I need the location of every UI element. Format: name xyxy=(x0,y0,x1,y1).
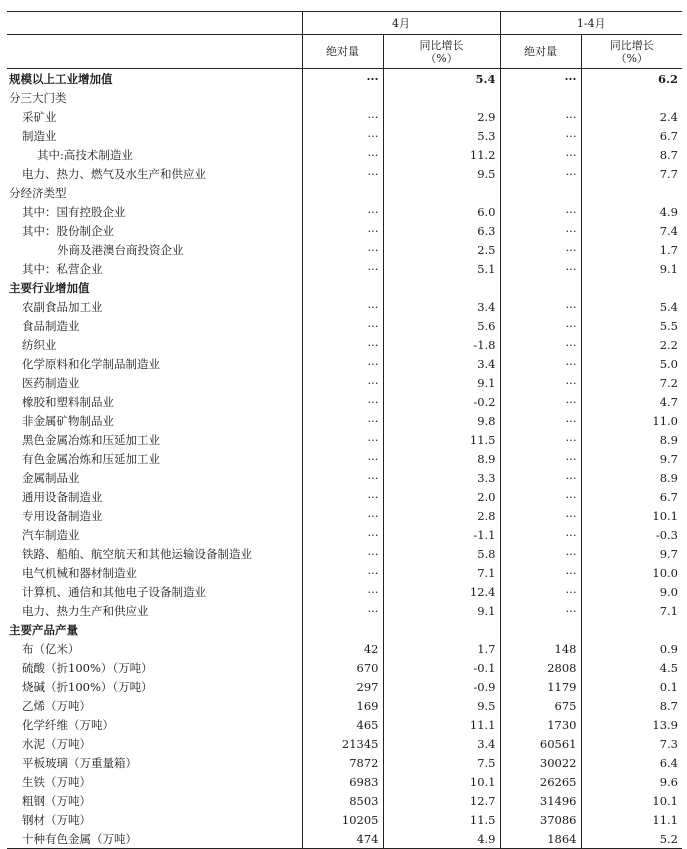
jan-apr-yoy-cell: 9.7 xyxy=(581,544,682,563)
jan-apr-yoy-cell: 6.4 xyxy=(581,753,682,772)
table-row xyxy=(7,392,682,411)
jan-apr-absolute-cell: ··· xyxy=(500,582,581,601)
header-jan-apr-yoy xyxy=(581,35,682,69)
header-april-absolute: 绝对量 xyxy=(302,35,383,69)
row-label: 计算机、通信和其他电子设备制造业 xyxy=(22,584,206,599)
jan-apr-yoy-cell: 9.7 xyxy=(581,449,682,468)
row-label: 电气机械和器材制造业 xyxy=(22,565,137,580)
row-label: 纺织业 xyxy=(22,337,57,352)
row-label: 金属制品业 xyxy=(22,470,80,485)
table-row xyxy=(7,772,682,791)
table-row xyxy=(7,164,682,183)
april-yoy-cell: 3.4 xyxy=(383,354,500,373)
april-yoy-cell: 2.0 xyxy=(383,487,500,506)
april-yoy-cell: 5.6 xyxy=(383,316,500,335)
table-row xyxy=(7,677,682,696)
jan-apr-yoy-cell: 7.1 xyxy=(581,601,682,620)
jan-apr-absolute-cell: ··· xyxy=(500,544,581,563)
april-yoy-cell: 5.8 xyxy=(383,544,500,563)
row-label: 采矿业 xyxy=(22,109,57,124)
april-yoy-cell: 8.9 xyxy=(383,449,500,468)
row-label: 铁路、船舶、航空航天和其他运输设备制造业 xyxy=(22,546,252,561)
april-absolute-cell: ··· xyxy=(302,373,383,392)
april-yoy-cell: -0.9 xyxy=(383,677,500,696)
april-yoy-cell: 11.5 xyxy=(383,430,500,449)
april-absolute-cell: ··· xyxy=(302,164,383,183)
table-row xyxy=(7,316,682,335)
jan-apr-yoy-cell: 4.7 xyxy=(581,392,682,411)
jan-apr-absolute-cell: 30022 xyxy=(500,753,581,772)
table-row xyxy=(7,335,682,354)
jan-apr-absolute-cell: ··· xyxy=(500,69,581,89)
april-yoy-cell xyxy=(383,88,500,107)
row-label: 布（亿米） xyxy=(22,641,80,656)
jan-apr-yoy-cell: 2.2 xyxy=(581,335,682,354)
jan-apr-yoy-cell: 13.9 xyxy=(581,715,682,734)
jan-apr-absolute-cell: ··· xyxy=(500,335,581,354)
table-row xyxy=(7,183,682,202)
april-absolute-cell: ··· xyxy=(302,221,383,240)
row-label: 平板玻璃（万重量箱） xyxy=(22,755,137,770)
april-absolute-cell: ··· xyxy=(302,411,383,430)
jan-apr-absolute-cell: ··· xyxy=(500,221,581,240)
jan-apr-yoy-cell xyxy=(581,278,682,297)
april-absolute-cell: ··· xyxy=(302,506,383,525)
jan-apr-absolute-cell: 26265 xyxy=(500,772,581,791)
jan-apr-yoy-cell: 7.4 xyxy=(581,221,682,240)
row-label: 分经济类型 xyxy=(9,185,67,200)
april-yoy-cell: 11.5 xyxy=(383,810,500,829)
table-row xyxy=(7,696,682,715)
table-row xyxy=(7,544,682,563)
row-label: 其中：股份制企业 xyxy=(22,223,114,238)
jan-apr-absolute-cell: ··· xyxy=(500,468,581,487)
jan-apr-yoy-cell: 9.0 xyxy=(581,582,682,601)
jan-apr-absolute-cell: ··· xyxy=(500,487,581,506)
jan-apr-absolute-cell xyxy=(500,183,581,202)
april-absolute-cell: ··· xyxy=(302,69,383,89)
april-absolute-cell: ··· xyxy=(302,145,383,164)
jan-apr-absolute-cell xyxy=(500,278,581,297)
april-absolute-cell: ··· xyxy=(302,430,383,449)
table-row xyxy=(7,145,682,164)
jan-apr-absolute-cell: 2808 xyxy=(500,658,581,677)
jan-apr-yoy-cell: 5.4 xyxy=(581,297,682,316)
april-absolute-cell: 21345 xyxy=(302,734,383,753)
table-row xyxy=(7,563,682,582)
table-row xyxy=(7,126,682,145)
row-label: 黑色金属冶炼和压延加工业 xyxy=(22,432,160,447)
row-label: 烧碱（折100%）（万吨） xyxy=(22,679,153,694)
jan-apr-yoy-cell: 8.7 xyxy=(581,696,682,715)
row-label: 制造业 xyxy=(22,128,57,143)
jan-apr-absolute-cell: 675 xyxy=(500,696,581,715)
row-label: 钢材（万吨） xyxy=(22,812,91,827)
april-absolute-cell: ··· xyxy=(302,335,383,354)
april-absolute-cell: 670 xyxy=(302,658,383,677)
april-yoy-cell: 11.1 xyxy=(383,715,500,734)
jan-apr-yoy-cell: 7.7 xyxy=(581,164,682,183)
jan-apr-absolute-cell: ··· xyxy=(500,373,581,392)
april-absolute-cell: ··· xyxy=(302,202,383,221)
jan-apr-absolute-cell: ··· xyxy=(500,107,581,126)
april-yoy-cell: -0.2 xyxy=(383,392,500,411)
jan-apr-absolute-cell: ··· xyxy=(500,164,581,183)
april-yoy-cell: 9.8 xyxy=(383,411,500,430)
row-label: 橡胶和塑料制品业 xyxy=(22,394,114,409)
row-label: 分三大门类 xyxy=(9,90,67,105)
row-label: 主要行业增加值 xyxy=(9,280,90,295)
row-label: 有色金属冶炼和压延加工业 xyxy=(22,451,160,466)
row-label: 化学纤维（万吨） xyxy=(22,717,114,732)
april-absolute-cell: 8503 xyxy=(302,791,383,810)
row-label: 十种有色金属（万吨） xyxy=(7,829,302,849)
header-yoy-line2: （%） xyxy=(425,51,458,65)
april-yoy-cell: 7.5 xyxy=(383,753,500,772)
table-row xyxy=(7,411,682,430)
jan-apr-absolute-cell: ··· xyxy=(500,297,581,316)
jan-apr-absolute-cell: ··· xyxy=(500,563,581,582)
april-absolute-cell: ··· xyxy=(302,316,383,335)
row-label: 水泥（万吨） xyxy=(22,736,91,751)
row-label: 其中：私营企业 xyxy=(22,261,103,276)
row-label: 电力、热力、燃气及水生产和供应业 xyxy=(22,166,206,181)
header-yoy-line1: 同比增长 xyxy=(609,38,654,52)
april-absolute-cell: ··· xyxy=(302,107,383,126)
april-absolute-cell: 169 xyxy=(302,696,383,715)
jan-apr-yoy-cell: 0.9 xyxy=(581,639,682,658)
jan-apr-yoy-cell: 10.0 xyxy=(581,563,682,582)
april-yoy-cell: 10.1 xyxy=(383,772,500,791)
jan-apr-absolute-cell xyxy=(500,620,581,639)
jan-apr-yoy-cell: 6.7 xyxy=(581,487,682,506)
april-absolute-cell: ··· xyxy=(302,259,383,278)
april-yoy-cell: 5.4 xyxy=(383,69,500,89)
jan-apr-absolute-cell: 1179 xyxy=(500,677,581,696)
april-yoy-cell: 9.5 xyxy=(383,164,500,183)
table-row xyxy=(7,791,682,810)
jan-apr-yoy-cell: 4.9 xyxy=(581,202,682,221)
table-row xyxy=(7,202,682,221)
jan-apr-yoy-cell: 1.7 xyxy=(581,240,682,259)
row-label: 硫酸（折100%）（万吨） xyxy=(22,660,153,675)
jan-apr-absolute-cell: 37086 xyxy=(500,810,581,829)
table-row xyxy=(7,582,682,601)
april-absolute-cell: ··· xyxy=(302,563,383,582)
jan-apr-absolute-cell: ··· xyxy=(500,525,581,544)
april-absolute-cell: 10205 xyxy=(302,810,383,829)
april-yoy-cell: 6.0 xyxy=(383,202,500,221)
jan-apr-absolute-cell: ··· xyxy=(500,506,581,525)
table-row xyxy=(7,297,682,316)
jan-apr-absolute-cell: ··· xyxy=(500,259,581,278)
table-row xyxy=(7,354,682,373)
jan-apr-yoy-cell: 10.1 xyxy=(581,506,682,525)
jan-apr-absolute-cell: 60561 xyxy=(500,734,581,753)
row-label: 其中:高技术制造业 xyxy=(37,147,133,162)
april-yoy-cell: 9.1 xyxy=(383,601,500,620)
table-row xyxy=(7,373,682,392)
jan-apr-absolute-cell: ··· xyxy=(500,202,581,221)
jan-apr-absolute-cell: ··· xyxy=(500,392,581,411)
table-row xyxy=(7,107,682,126)
april-absolute-cell: 42 xyxy=(302,639,383,658)
jan-apr-yoy-cell: 5.0 xyxy=(581,354,682,373)
header-blank-cell xyxy=(7,12,302,35)
april-absolute-cell: ··· xyxy=(302,582,383,601)
april-absolute-cell: 297 xyxy=(302,677,383,696)
row-label: 食品制造业 xyxy=(22,318,80,333)
jan-apr-yoy-cell: 7.2 xyxy=(581,373,682,392)
april-absolute-cell: ··· xyxy=(302,449,383,468)
jan-apr-absolute-cell: ··· xyxy=(500,145,581,164)
table-row xyxy=(7,468,682,487)
jan-apr-yoy-cell: 0.1 xyxy=(581,677,682,696)
jan-apr-absolute-cell: ··· xyxy=(500,240,581,259)
jan-apr-absolute-cell: 1864 xyxy=(500,829,581,849)
table-row xyxy=(7,620,682,639)
header-april-yoy xyxy=(383,35,500,69)
april-yoy-cell: 2.9 xyxy=(383,107,500,126)
april-yoy-cell: 7.1 xyxy=(383,563,500,582)
april-yoy-cell xyxy=(383,278,500,297)
row-label: 农副食品加工业 xyxy=(22,299,103,314)
row-label: 通用设备制造业 xyxy=(22,489,103,504)
jan-apr-absolute-cell: 31496 xyxy=(500,791,581,810)
jan-apr-yoy-cell: 8.9 xyxy=(581,430,682,449)
april-yoy-cell: 3.4 xyxy=(383,734,500,753)
jan-apr-absolute-cell: ··· xyxy=(500,354,581,373)
jan-apr-yoy-cell: 10.1 xyxy=(581,791,682,810)
april-absolute-cell xyxy=(302,88,383,107)
april-yoy-cell: 9.1 xyxy=(383,373,500,392)
jan-apr-absolute-cell: ··· xyxy=(500,316,581,335)
april-yoy-cell: 5.3 xyxy=(383,126,500,145)
jan-apr-absolute-cell: 148 xyxy=(500,639,581,658)
jan-apr-yoy-cell: 8.7 xyxy=(581,145,682,164)
table-row xyxy=(7,259,682,278)
row-label: 化学原料和化学制品制造业 xyxy=(22,356,160,371)
header-jan-apr-absolute: 绝对量 xyxy=(500,35,581,69)
april-yoy-cell: 1.7 xyxy=(383,639,500,658)
table-row xyxy=(7,753,682,772)
april-absolute-cell xyxy=(302,278,383,297)
table-row xyxy=(7,430,682,449)
jan-apr-yoy-cell xyxy=(581,183,682,202)
row-label: 生铁（万吨） xyxy=(22,774,91,789)
jan-apr-yoy-cell: 11.1 xyxy=(581,810,682,829)
row-label: 专用设备制造业 xyxy=(22,508,103,523)
row-label: 粗钢（万吨） xyxy=(22,793,91,808)
jan-apr-absolute-cell: ··· xyxy=(500,601,581,620)
april-absolute-cell: ··· xyxy=(302,487,383,506)
april-yoy-cell xyxy=(383,183,500,202)
table-body xyxy=(7,69,682,849)
row-label: 电力、热力生产和供应业 xyxy=(22,603,149,618)
april-absolute-cell: ··· xyxy=(302,297,383,316)
jan-apr-yoy-cell: 8.9 xyxy=(581,468,682,487)
april-yoy-cell xyxy=(383,620,500,639)
row-label: 乙烯（万吨） xyxy=(22,698,91,713)
april-absolute-cell: ··· xyxy=(302,354,383,373)
april-yoy-cell: -1.8 xyxy=(383,335,500,354)
table-row xyxy=(7,715,682,734)
jan-apr-yoy-cell xyxy=(581,620,682,639)
april-yoy-cell: 5.1 xyxy=(383,259,500,278)
jan-apr-yoy-cell: -0.3 xyxy=(581,525,682,544)
april-yoy-cell: 2.5 xyxy=(383,240,500,259)
row-label: 汽车制造业 xyxy=(22,527,80,542)
table-row xyxy=(7,449,682,468)
row-label: 外商及港澳台商投资企业 xyxy=(57,242,184,257)
april-absolute-cell: ··· xyxy=(302,240,383,259)
april-absolute-cell: ··· xyxy=(302,544,383,563)
jan-apr-yoy-cell: 4.5 xyxy=(581,658,682,677)
header-blank-cell-2 xyxy=(7,35,302,69)
table-header xyxy=(7,12,682,69)
april-yoy-cell: -0.1 xyxy=(383,658,500,677)
jan-apr-yoy-cell: 9.6 xyxy=(581,772,682,791)
april-yoy-cell: 9.5 xyxy=(383,696,500,715)
row-label: 规模以上工业增加值 xyxy=(9,71,113,86)
table-row xyxy=(7,601,682,620)
jan-apr-yoy-cell: 6.2 xyxy=(581,69,682,89)
table-row xyxy=(7,525,682,544)
april-absolute-cell: ··· xyxy=(302,525,383,544)
header-yoy-line2: （%） xyxy=(615,51,648,65)
april-yoy-cell: 12.7 xyxy=(383,791,500,810)
jan-apr-yoy-cell: 5.5 xyxy=(581,316,682,335)
april-absolute-cell: 465 xyxy=(302,715,383,734)
table-row xyxy=(7,69,682,89)
jan-apr-absolute-cell: ··· xyxy=(500,126,581,145)
jan-apr-yoy-cell: 5.2 xyxy=(581,829,682,849)
april-yoy-cell: 3.3 xyxy=(383,468,500,487)
jan-apr-yoy-cell: 11.0 xyxy=(581,411,682,430)
industrial-output-table xyxy=(7,11,682,849)
april-yoy-cell: 12.4 xyxy=(383,582,500,601)
april-absolute-cell: 6983 xyxy=(302,772,383,791)
april-yoy-cell: 4.9 xyxy=(383,829,500,849)
april-yoy-cell: 6.3 xyxy=(383,221,500,240)
jan-apr-absolute-cell xyxy=(500,88,581,107)
april-yoy-cell: -1.1 xyxy=(383,525,500,544)
table-row xyxy=(7,88,682,107)
april-absolute-cell: ··· xyxy=(302,601,383,620)
jan-apr-yoy-cell: 2.4 xyxy=(581,107,682,126)
table-row xyxy=(7,506,682,525)
jan-apr-yoy-cell: 6.7 xyxy=(581,126,682,145)
table-row xyxy=(7,221,682,240)
table-row xyxy=(7,734,682,753)
header-yoy-line1: 同比增长 xyxy=(419,38,464,52)
jan-apr-absolute-cell: ··· xyxy=(500,411,581,430)
table-row xyxy=(7,240,682,259)
row-label: 主要产品产量 xyxy=(9,622,78,637)
jan-apr-yoy-cell: 9.1 xyxy=(581,259,682,278)
header-group-april: 4月 xyxy=(302,12,500,35)
table-row xyxy=(7,658,682,677)
april-absolute-cell: 7872 xyxy=(302,753,383,772)
april-absolute-cell: ··· xyxy=(302,392,383,411)
april-absolute-cell: 474 xyxy=(302,829,383,849)
jan-apr-yoy-cell: 7.3 xyxy=(581,734,682,753)
table-row xyxy=(7,278,682,297)
row-label: 非金属矿物制品业 xyxy=(22,413,114,428)
april-absolute-cell xyxy=(302,620,383,639)
table-row xyxy=(7,639,682,658)
jan-apr-absolute-cell: 1730 xyxy=(500,715,581,734)
april-yoy-cell: 11.2 xyxy=(383,145,500,164)
jan-apr-yoy-cell xyxy=(581,88,682,107)
april-absolute-cell: ··· xyxy=(302,126,383,145)
april-absolute-cell: ··· xyxy=(302,468,383,487)
header-group-jan-apr: 1-4月 xyxy=(500,12,682,35)
row-label: 医药制造业 xyxy=(22,375,80,390)
jan-apr-absolute-cell: ··· xyxy=(500,449,581,468)
row-label: 其中：国有控股企业 xyxy=(22,204,126,219)
jan-apr-absolute-cell: ··· xyxy=(500,430,581,449)
table-row xyxy=(7,810,682,829)
april-absolute-cell xyxy=(302,183,383,202)
table-row xyxy=(7,487,682,506)
april-yoy-cell: 2.8 xyxy=(383,506,500,525)
april-yoy-cell: 3.4 xyxy=(383,297,500,316)
